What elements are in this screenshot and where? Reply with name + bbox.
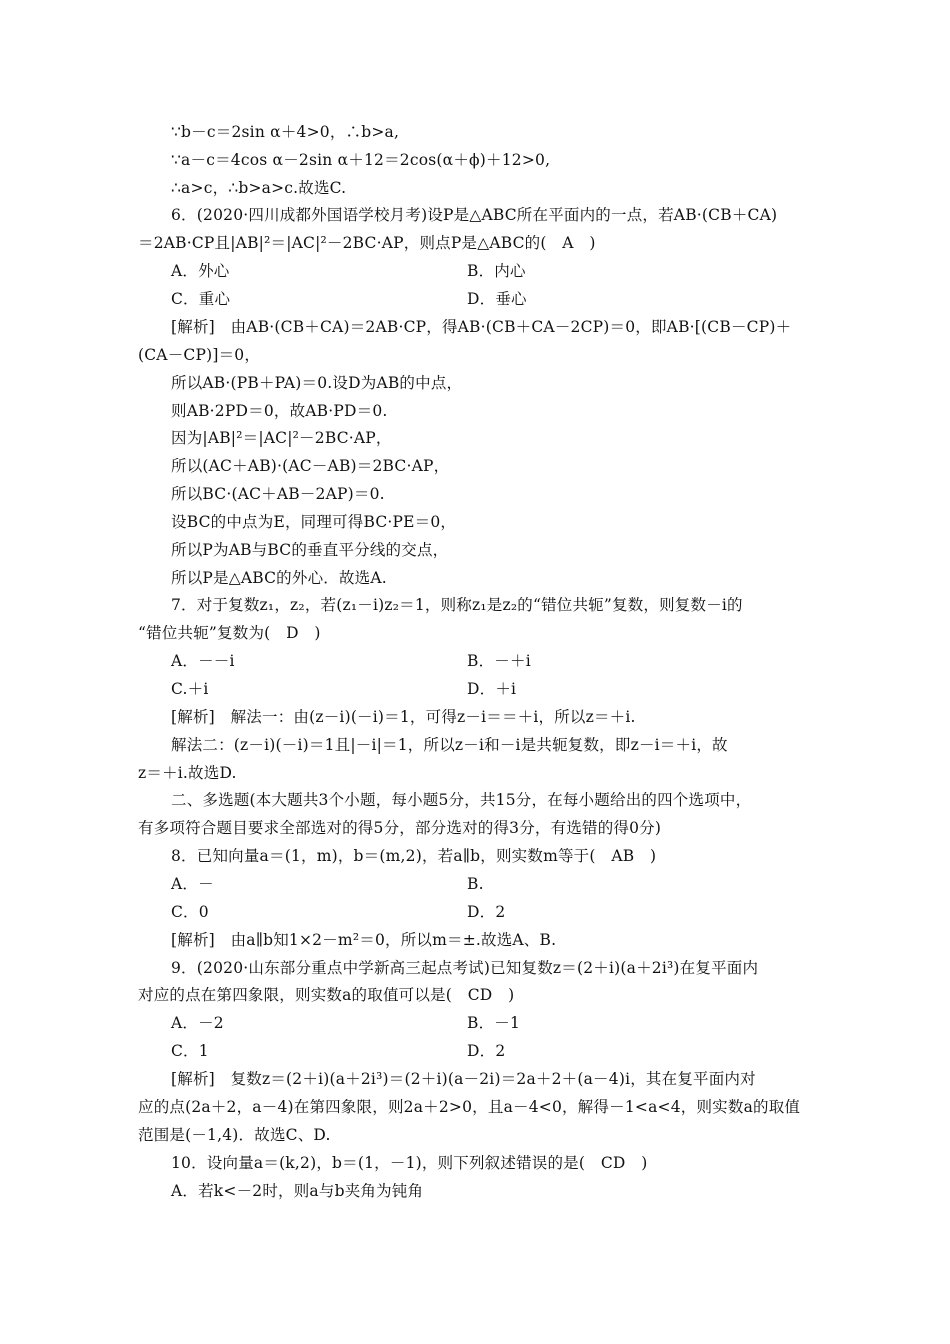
text-line: 解法二：(z－i)(－i)＝1且|－i|＝1，所以z－i和－i是共轭复数，即z－i＝＋i，故 — [171, 736, 728, 754]
text-line: 所以AB·(PB＋PA)＝0.设D为AB的中点， — [171, 374, 463, 392]
text-line: 所以BC·(AC＋AB－2AP)＝0. — [171, 485, 385, 503]
option-right: B．－＋i — [467, 652, 531, 670]
text-line: 设BC的中点为E，同理可得BC·PE＝0， — [171, 513, 457, 531]
text-line: A．若k<－2时，则a与b夹角为钝角 — [171, 1182, 424, 1200]
text-line: 9．(2020·山东部分重点中学新高三起点考试)已知复数z＝(2＋i)(a＋2i³)在复平面内 — [171, 959, 759, 977]
text-line: A．－2 — [171, 1014, 224, 1032]
text-line: 所以P是△ABC的外心．故选A. — [171, 569, 387, 587]
text-line: z＝＋i.故选D. — [138, 764, 237, 782]
option-right: B．内心 — [467, 262, 526, 280]
text-line: A．－－i — [171, 652, 235, 670]
text-line: 6．(2020·四川成都外国语学校月考)设P是△ABC所在平面内的一点，若AB·(CB＋CA) — [171, 206, 778, 224]
text-line: [解析] 复数z＝(2＋i)(a＋2i³)＝(2＋i)(a－2i)＝2a＋2＋(a－4)i，其在复平面内对 — [171, 1070, 756, 1088]
text-line: “错位共轭”复数为( D ) — [138, 624, 321, 642]
text-line: 7．对于复数z₁，z₂，若(z₁－i)z₂＝1，则称z₁是z₂的“错位共轭”复数，则复数－i的 — [171, 596, 743, 614]
text-line: 对应的点在第四象限，则实数a的取值可以是( CD ) — [138, 986, 515, 1004]
text-line: 所以P为AB与BC的垂直平分线的交点， — [171, 541, 449, 559]
text-line: 有多项符合题目要求全部选对的得5分，部分选对的得3分，有选错的得0分) — [138, 819, 662, 837]
text-line: C.＋i — [171, 680, 209, 698]
option-right: D．2 — [467, 1042, 506, 1060]
text-line: [解析] 由a∥b知1×2－m²＝0，所以m＝±.故选A、B. — [171, 931, 557, 949]
text-line: 所以(AC＋AB)·(AC－AB)＝2BC·AP， — [171, 457, 450, 475]
option-right: D．＋i — [467, 680, 517, 698]
text-line: 二、多选题(本大题共3个小题，每小题5分，共15分，在每小题给出的四个选项中， — [171, 791, 752, 809]
text-line: ∵a－c＝4cos α－2sin α＋12＝2cos(α＋ϕ)＋12>0, — [171, 151, 551, 169]
text-line: ∴a>c，∴b>a>c.故选C. — [171, 179, 347, 197]
text-line: 则AB·2PD＝0，故AB·PD＝0. — [171, 402, 388, 420]
text-line: C．1 — [171, 1042, 209, 1060]
text-line: 因为|AB|²＝|AC|²－2BC·AP， — [171, 429, 392, 447]
text-line: (CA－CP)]＝0， — [138, 346, 261, 364]
text-line: 范围是(－1,4)．故选C、D. — [138, 1126, 331, 1144]
text-line: C．0 — [171, 903, 209, 921]
option-right: D．垂心 — [467, 290, 527, 308]
option-right: B. — [467, 875, 484, 893]
text-line: 应的点(2a＋2，a－4)在第四象限，则2a＋2>0，且a－4<0，解得－1<a<4，则实数a的取值 — [138, 1098, 801, 1116]
text-line: ∵b－c＝2sin α＋4>0，∴b>a, — [171, 123, 400, 141]
text-line: 8．已知向量a＝(1，m)，b＝(m,2)，若a∥b，则实数m等于( AB ) — [171, 847, 657, 865]
text-line: 10．设向量a＝(k,2)，b＝(1，－1)，则下列叙述错误的是( CD ) — [171, 1154, 648, 1172]
text-line: [解析] 由AB·(CB＋CA)＝2AB·CP，得AB·(CB＋CA－2CP)＝0，即AB·[(CB－CP)＋ — [171, 318, 792, 336]
text-line: A．－ — [171, 875, 214, 893]
option-right: D．2 — [467, 903, 506, 921]
text-line: [解析] 解法一：由(z－i)(－i)＝1，可得z－i＝＝＋i，所以z＝＋i. — [171, 708, 636, 726]
text-line: C．重心 — [171, 290, 231, 308]
option-right: B．－1 — [467, 1014, 521, 1032]
text-line: ＝2AB·CP且|AB|²＝|AC|²－2BC·AP，则点P是△ABC的( A ) — [138, 234, 596, 252]
text-line: A．外心 — [171, 262, 230, 280]
